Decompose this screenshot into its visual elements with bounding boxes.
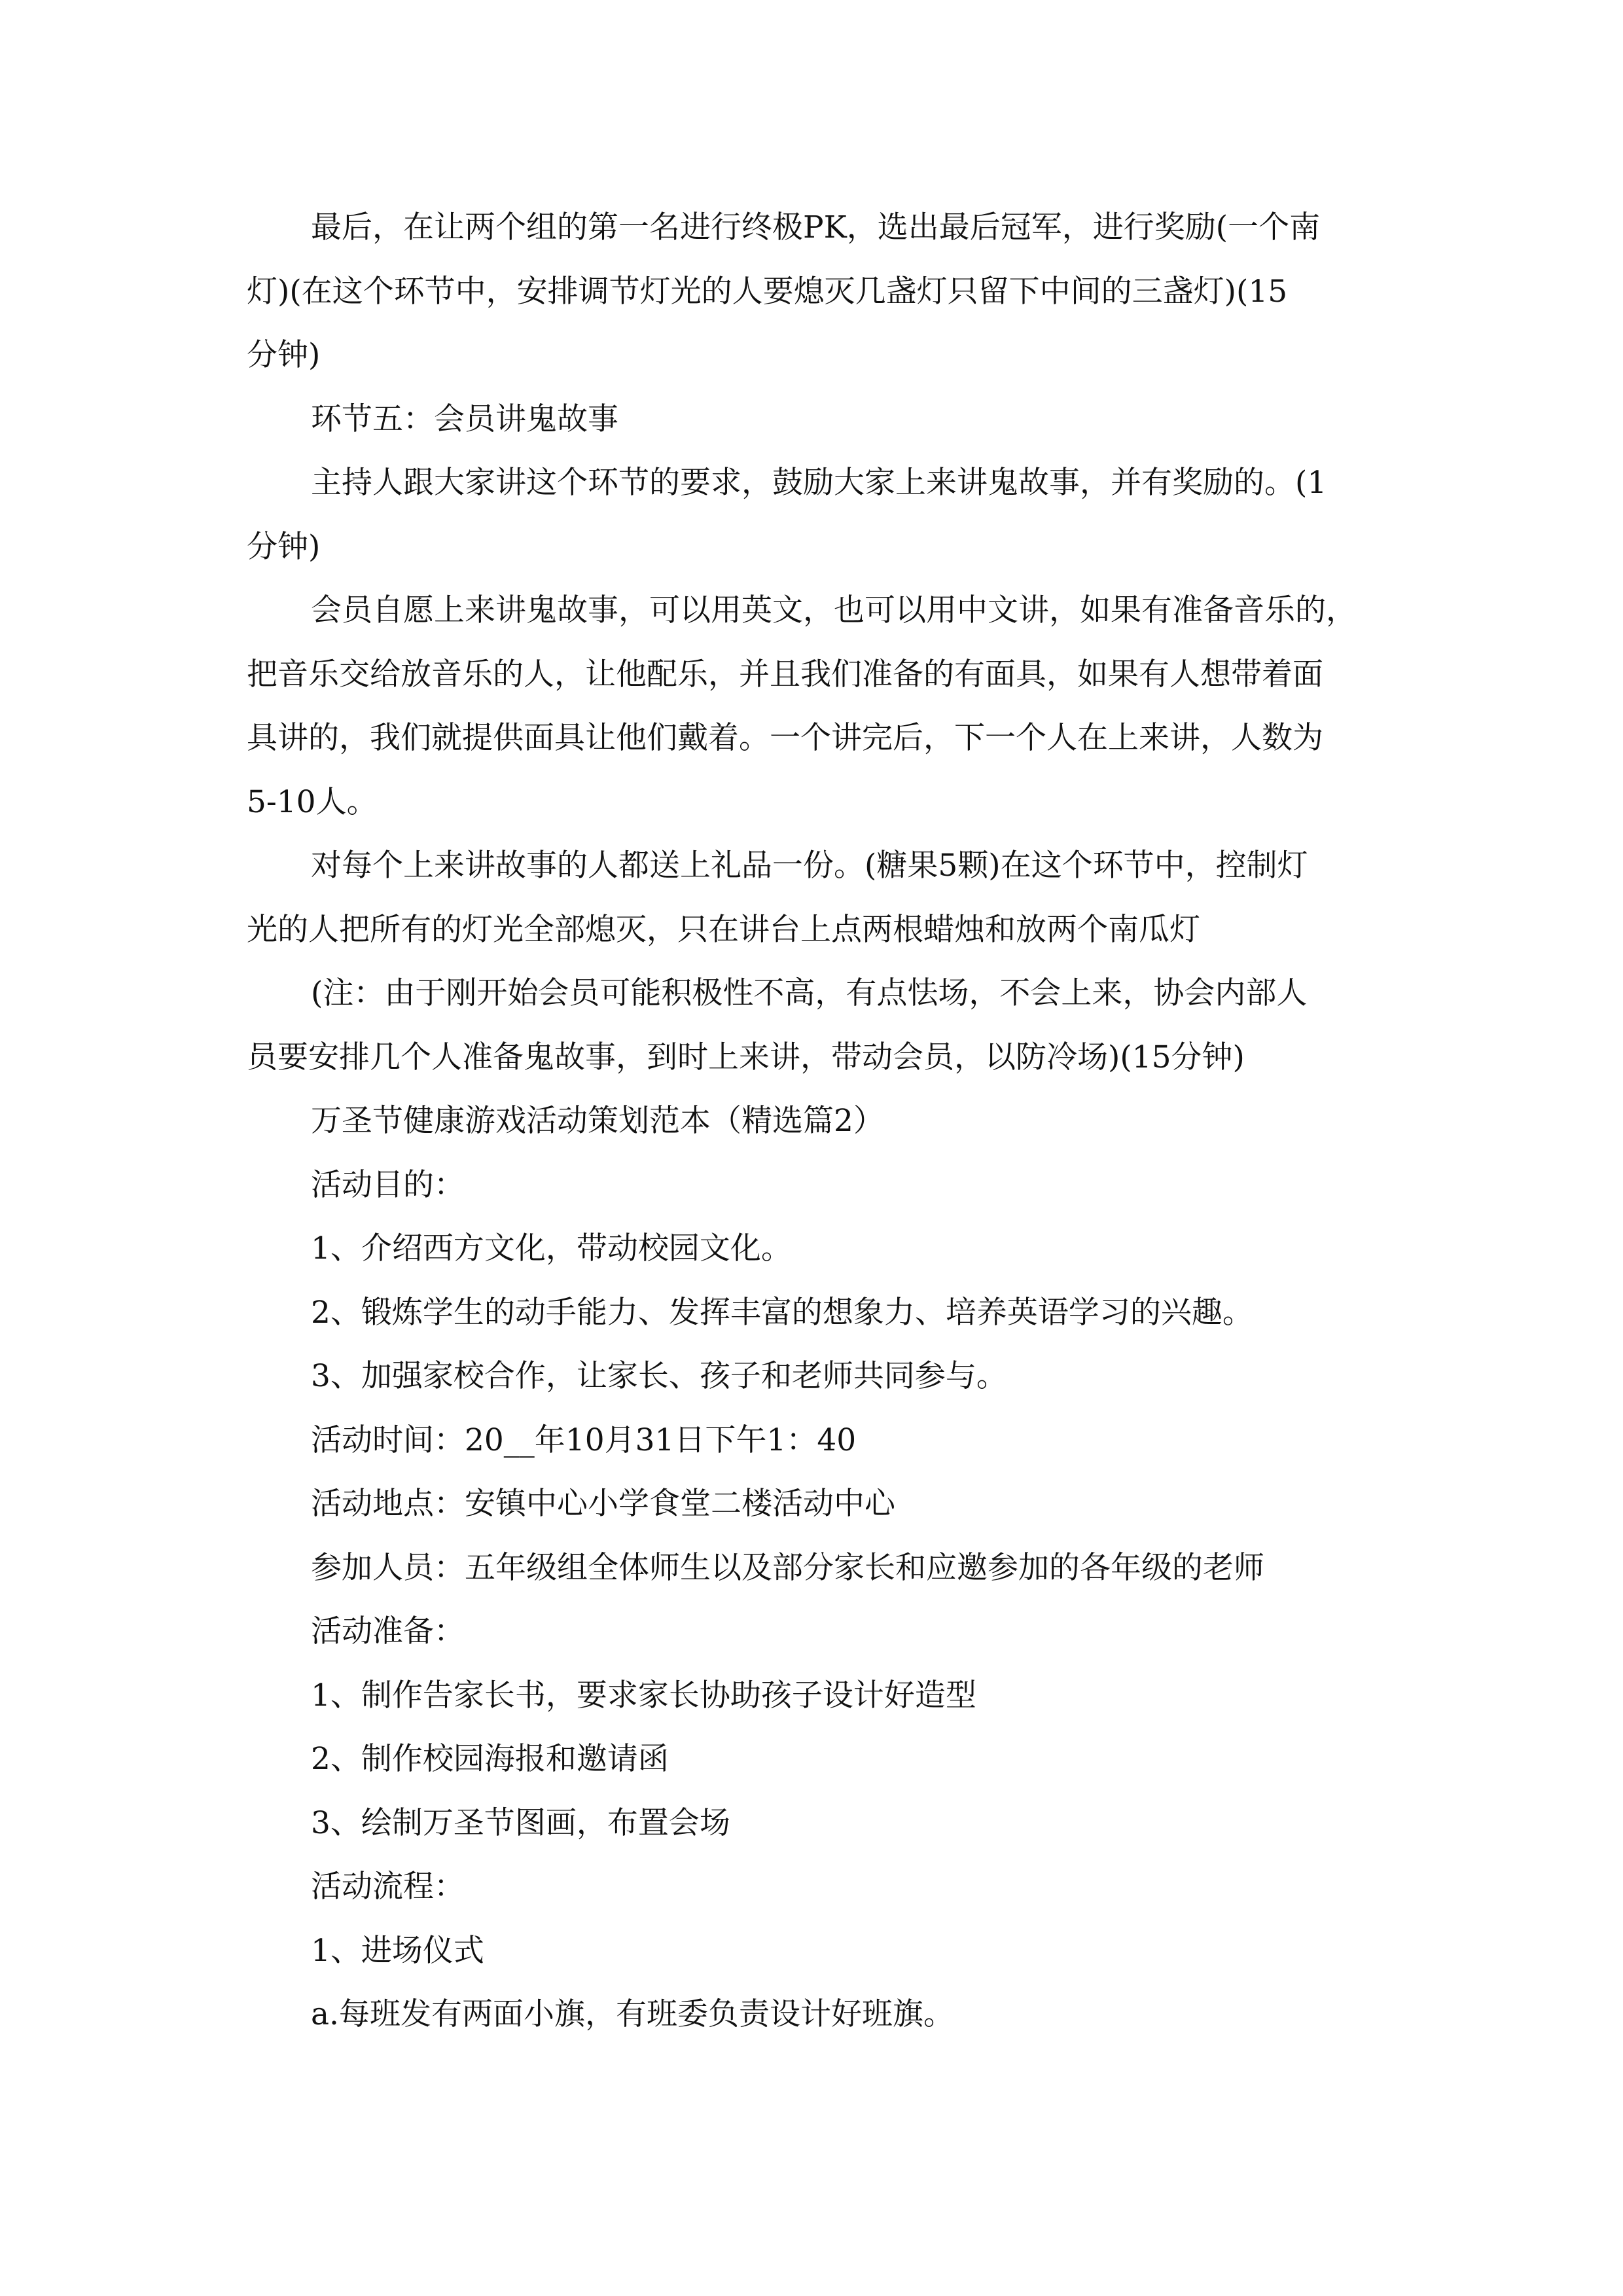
text-line: 把音乐交给放音乐的人，让他配乐，并且我们准备的有面具，如果有人想带着面 <box>247 656 1323 692</box>
text-line: 活动流程： <box>311 1869 465 1905</box>
section-heading: 万圣节健康游戏活动策划范本（精选篇2） <box>311 1103 884 1139</box>
text-line: 分钟) <box>247 529 321 565</box>
list-item: 3、加强家校合作，让家长、孩子和老师共同参与。 <box>311 1358 1007 1394</box>
text-line: 主持人跟大家讲这个环节的要求，鼓励大家上来讲鬼故事，并有奖励的。(1 <box>311 465 1327 501</box>
text-line: 分钟) <box>247 337 321 373</box>
list-item: 1、介绍西方文化，带动校园文化。 <box>311 1230 792 1266</box>
text-line: (注：由于刚开始会员可能积极性不高，有点怯场，不会上来，协会内部人 <box>311 975 1308 1011</box>
list-item: 2、锻炼学生的动手能力、发挥丰富的想象力、培养英语学习的兴趣。 <box>311 1295 1253 1331</box>
list-item: 1、进场仪式 <box>311 1933 484 1969</box>
list-item: a.每班发有两面小旗，有班委负责设计好班旗。 <box>311 1996 954 2032</box>
text-line: 对每个上来讲故事的人都送上礼品一份。(糖果5颗)在这个环节中，控制灯 <box>311 848 1308 884</box>
text-line: 活动目的： <box>311 1167 465 1203</box>
list-item: 3、绘制万圣节图画，布置会场 <box>311 1805 730 1841</box>
text-line: 最后，在让两个组的第一名进行终极PK，选出最后冠军，进行奖励(一个南 <box>311 209 1321 245</box>
text-line: 光的人把所有的灯光全部熄灭，只在讲台上点两根蜡烛和放两个南瓜灯 <box>247 912 1200 948</box>
text-line: 参加人员：五年级组全体师生以及部分家长和应邀参加的各年级的老师 <box>311 1550 1264 1586</box>
list-item: 2、制作校园海报和邀请函 <box>311 1741 669 1777</box>
text-line: 活动时间：20__年10月31日下午1：40 <box>311 1422 857 1458</box>
text-line: 员要安排几个人准备鬼故事，到时上来讲，带动会员，以防冷场)(15分钟) <box>247 1039 1245 1075</box>
text-line: 活动地点：安镇中心小学食堂二楼活动中心 <box>311 1486 895 1522</box>
text-line: 活动准备： <box>311 1613 465 1649</box>
text-line: 具讲的，我们就提供面具让他们戴着。一个讲完后，下一个人在上来讲，人数为 <box>247 720 1323 756</box>
text-line: 5-10人。 <box>247 784 378 820</box>
section-heading: 环节五：会员讲鬼故事 <box>311 401 618 437</box>
text-line: 灯)(在这个环节中，安排调节灯光的人要熄灭几盏灯只留下中间的三盏灯)(15 <box>247 274 1288 310</box>
text-line: 会员自愿上来讲鬼故事，可以用英文，也可以用中文讲，如果有准备音乐的， <box>311 592 1357 628</box>
list-item: 1、制作告家长书，要求家长协助孩子设计好造型 <box>311 1677 976 1713</box>
